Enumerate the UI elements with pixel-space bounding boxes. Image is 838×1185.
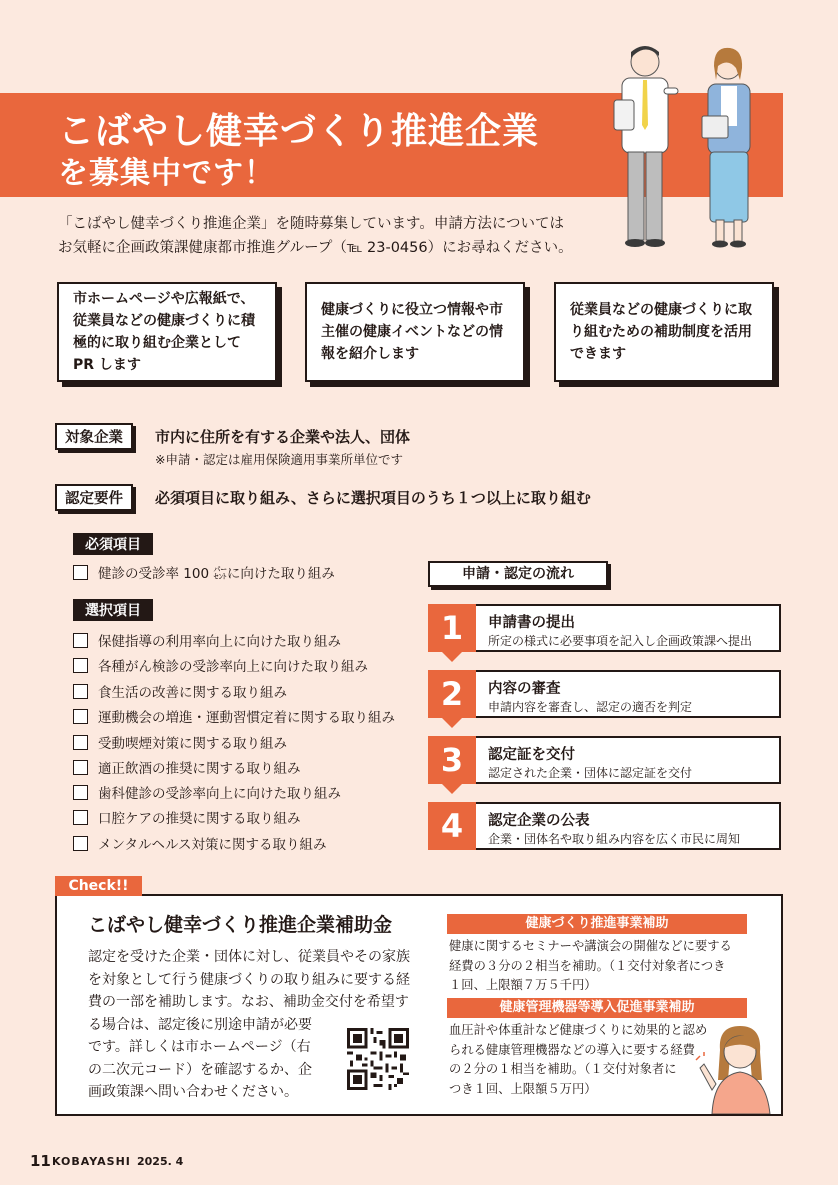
target-text: 市内に住所を有する企業や法人、団体 bbox=[155, 428, 411, 446]
optional-item-label: 受動喫煙対策に関する取り組み bbox=[98, 736, 287, 752]
step-number: 3 bbox=[428, 736, 476, 784]
target-note: ※申請・認定は雇用保険適用事業所単位です bbox=[155, 452, 403, 467]
subsidy2-line: られる健康管理機器などの導入に要する経費 bbox=[449, 1042, 695, 1057]
check-body-line: です。詳しくは市ホームページ（右 bbox=[88, 1039, 311, 1055]
flow-title: 申請・認定の流れ bbox=[428, 561, 608, 587]
step-title: 認定企業の公表 bbox=[488, 813, 590, 829]
flow-step-1 bbox=[428, 604, 781, 652]
checkbox-icon bbox=[73, 709, 88, 724]
check-body-line: を対象として行う健康づくりの取り組みに要する経 bbox=[88, 971, 410, 988]
intro-line: お気軽に企画政策課健康都市推進グループ（℡ 23-0456）にお尋ねください。 bbox=[58, 240, 573, 256]
step-desc: 申請内容を審査し、認定の適否を判定 bbox=[488, 700, 693, 714]
feature-text: 市ホームページや広報紙で、従業員などの健康づくりに積極的に取り組む企業としてPR します bbox=[73, 291, 255, 373]
woman-pointing-illustration bbox=[690, 1020, 780, 1114]
checkbox-icon bbox=[73, 735, 88, 750]
optional-item bbox=[73, 782, 341, 802]
check-body-line: 認定を受けた企業・団体に対し、従業員やその家族 bbox=[88, 949, 410, 965]
flow-step-2 bbox=[428, 670, 781, 718]
check-body-line: る場合は、認定後に別途申請が必要 bbox=[88, 1016, 312, 1033]
optional-item bbox=[73, 807, 301, 827]
step-title: 認定証を交付 bbox=[488, 747, 575, 763]
optional-item bbox=[73, 757, 301, 777]
feature-text: 従業員などの健康づくりに取り組むための補助制度を活用できます bbox=[570, 302, 752, 362]
checkbox-icon bbox=[73, 684, 88, 699]
checkbox-icon bbox=[73, 760, 88, 775]
magazine-name: KOBAYASHI bbox=[52, 1155, 131, 1168]
required-item bbox=[73, 562, 335, 582]
page-subtitle: を募集中です！ bbox=[58, 156, 275, 191]
subsidy1-text bbox=[449, 937, 732, 996]
checkbox-icon bbox=[73, 658, 88, 673]
step-arrow-icon bbox=[442, 718, 462, 728]
optional-item bbox=[73, 732, 287, 752]
step-number: 4 bbox=[428, 802, 476, 850]
optional-item bbox=[73, 655, 368, 675]
checkbox-icon bbox=[73, 810, 88, 825]
optional-item-label: 歯科健診の受診率向上に向けた取り組み bbox=[98, 786, 341, 802]
optional-item-label: 運動機会の増進・運動習慣定着に関する取り組み bbox=[98, 710, 395, 726]
required-item-label: 健診の受診率 100 ㌫に向けた取り組み bbox=[98, 566, 335, 582]
feature-text: 健康づくりに役立つ情報や市主催の健康イベントなどの情報を紹介します bbox=[321, 302, 503, 362]
target-label: 対象企業 bbox=[55, 423, 133, 450]
check-body-line: の二次元コード）を確認するか、企 bbox=[88, 1061, 312, 1078]
optional-item-label: 食生活の改善に関する取り組み bbox=[98, 685, 287, 701]
subsidy2-title: 健康管理機器等導入促進事業補助 bbox=[447, 998, 747, 1018]
step-number: 2 bbox=[428, 670, 476, 718]
requirements-label: 認定要件 bbox=[55, 484, 133, 511]
issue-date: 2025. 4 bbox=[137, 1155, 184, 1168]
subsidy2-line: の２分の１相当を補助。（１交付対象者に bbox=[449, 1062, 677, 1076]
optional-items-tag: 選択項目 bbox=[73, 599, 153, 621]
subsidy2-line: 血圧計や体重計など健康づくりに効果的と認め bbox=[449, 1023, 708, 1037]
flow-step-4 bbox=[428, 802, 781, 850]
subsidy2-line: つき１回、上限額５万円） bbox=[449, 1081, 597, 1096]
optional-item bbox=[73, 681, 287, 701]
intro-text bbox=[58, 212, 618, 260]
page-title: こばやし健幸づくり推進企業 bbox=[58, 111, 540, 152]
step-desc: 認定された企業・団体に認定証を交付 bbox=[488, 766, 693, 780]
step-title: 内容の審査 bbox=[488, 681, 561, 697]
check-body-line: 画政策課へ問い合わせください。 bbox=[88, 1084, 298, 1100]
step-arrow-icon bbox=[442, 784, 462, 794]
step-desc: 所定の様式に必要事項を記入し企画政策課へ提出 bbox=[488, 634, 753, 648]
qr-code-icon[interactable] bbox=[347, 1028, 409, 1090]
checkbox-icon bbox=[73, 565, 88, 580]
optional-item-label: メンタルヘルス対策に関する取り組み bbox=[98, 837, 327, 853]
page-number: 11 bbox=[30, 1152, 51, 1170]
feature-box-subsidy bbox=[554, 282, 774, 382]
business-people-illustration bbox=[600, 40, 780, 255]
step-arrow-icon bbox=[442, 652, 462, 662]
subsidy1-line: 経費の３分の２相当を補助。（１交付対象者につき bbox=[449, 958, 726, 973]
feature-box-pr bbox=[57, 282, 277, 382]
checkbox-icon bbox=[73, 785, 88, 800]
optional-item-label: 口腔ケアの推奨に関する取り組み bbox=[98, 811, 301, 827]
check-body-line: 費の一部を補助します。なお、補助金交付を希望す bbox=[88, 994, 409, 1010]
step-title: 申請書の提出 bbox=[488, 615, 575, 631]
subsidy2-text bbox=[449, 1021, 707, 1099]
flow-step-3 bbox=[428, 736, 781, 784]
checkbox-icon bbox=[73, 633, 88, 648]
requirements-text: 必須項目に取り組み、さらに選択項目のうち１つ以上に取り組む bbox=[155, 489, 591, 507]
subsidy1-line: 健康に関するセミナーや講演会の開催などに要する bbox=[449, 939, 732, 953]
checkbox-icon bbox=[73, 836, 88, 851]
required-items-tag: 必須項目 bbox=[73, 533, 153, 555]
subsidy1-line: １回、上限額７万５千円） bbox=[449, 978, 597, 992]
optional-item-label: 保健指導の利用率向上に向けた取り組み bbox=[98, 634, 341, 650]
feature-box-info bbox=[305, 282, 525, 382]
step-desc: 企業・団体名や取り組み内容を広く市民に周知 bbox=[488, 832, 741, 846]
optional-item bbox=[73, 630, 341, 650]
check-title: こばやし健幸づくり推進企業補助金 bbox=[88, 914, 393, 936]
optional-item bbox=[73, 833, 327, 853]
subsidy1-title: 健康づくり推進事業補助 bbox=[447, 914, 747, 934]
check-tab: Check!! bbox=[55, 876, 142, 896]
optional-item bbox=[73, 706, 395, 726]
step-number: 1 bbox=[428, 604, 476, 652]
intro-line: 「こばやし健幸づくり推進企業」を随時募集しています。申請方法については bbox=[58, 216, 565, 232]
optional-item-label: 各種がん検診の受診率向上に向けた取り組み bbox=[98, 659, 368, 675]
optional-item-label: 適正飲酒の推奨に関する取り組み bbox=[98, 761, 301, 777]
